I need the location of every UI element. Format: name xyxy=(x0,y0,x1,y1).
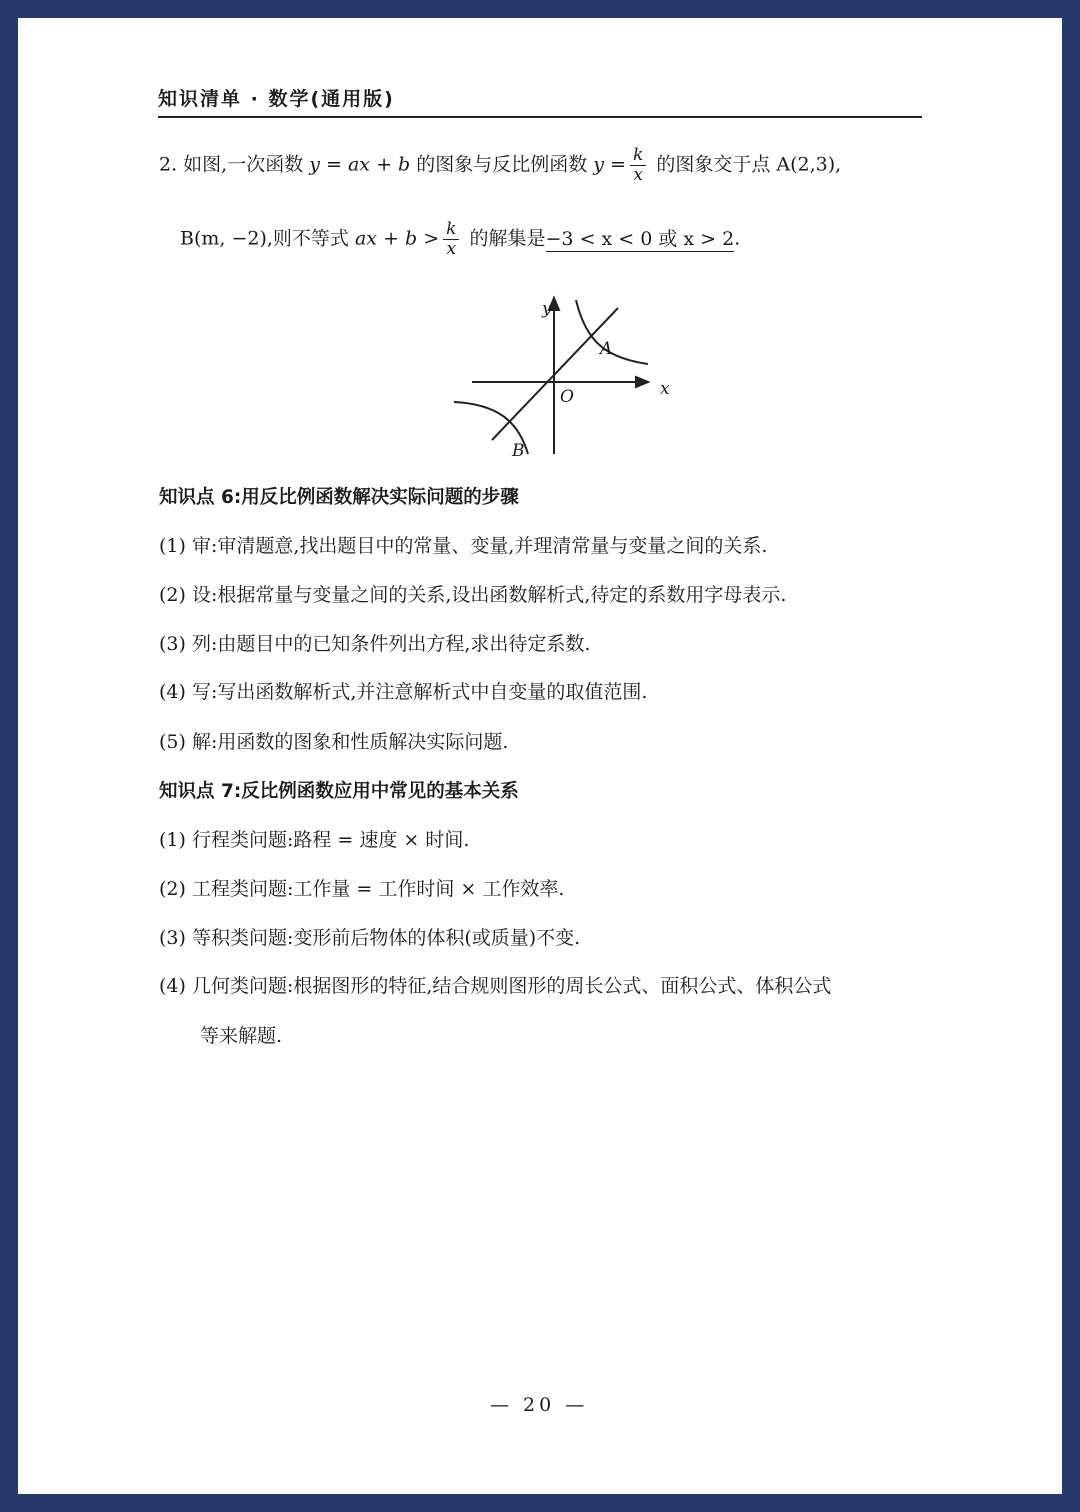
inverse-equation-lhs: y = xyxy=(593,153,626,176)
section-7-title: 知识点 7:反比例函数应用中常见的基本关系 xyxy=(159,781,519,802)
function-graph xyxy=(448,290,668,460)
problem-text: 的图象与反比例函数 xyxy=(410,153,594,176)
section-7-item-continuation: 等来解题. xyxy=(200,1025,283,1047)
fraction-denominator: x xyxy=(633,165,643,185)
y-axis-label: y xyxy=(542,299,552,319)
section-7-item: (2) 工程类问题:工作量 = 工作时间 × 工作效率. xyxy=(159,878,565,900)
problem-text: B(m, −2),则不等式 xyxy=(180,227,355,250)
section-7-item: (3) 等积类问题:变形前后物体的体积(或质量)不变. xyxy=(159,927,581,949)
section-6-item: (1) 审:审清题意,找出题目中的常量、变量,并理清常量与变量之间的关系. xyxy=(159,535,768,557)
page-header: 知识清单 · 数学(通用版) xyxy=(158,88,395,110)
point-b-label: B xyxy=(512,441,525,461)
answer-blank: −3 < x < 0 或 x > 2 xyxy=(545,227,735,250)
linear-equation: y = ax + b xyxy=(309,153,411,176)
problem-text: 的解集是 xyxy=(463,227,546,250)
section-6-title: 知识点 6:用反比例函数解决实际问题的步骤 xyxy=(159,487,519,508)
section-6-item: (5) 解:用函数的图象和性质解决实际问题. xyxy=(159,731,509,753)
problem-text: 2. 如图,一次函数 xyxy=(159,153,310,176)
section-6-item: (2) 设:根据常量与变量之间的关系,设出函数解析式,待定的系数用字母表示. xyxy=(159,584,787,606)
problem-line-2 xyxy=(180,220,740,259)
problem-line-1 xyxy=(159,146,841,185)
document-page xyxy=(18,18,1062,1494)
fraction-denominator: x xyxy=(446,239,457,259)
section-7-item: (4) 几何类问题:根据图形的特征,结合规则图形的周长公式、面积公式、体积公式 xyxy=(159,975,832,997)
x-axis-arrow xyxy=(636,377,648,387)
page-number: — 20 — xyxy=(490,1394,589,1416)
fraction-numerator: k xyxy=(630,146,646,166)
section-7-item: (1) 行程类问题:路程 = 速度 × 时间. xyxy=(159,829,470,851)
fraction-k-over-x xyxy=(443,220,459,259)
origin-label: O xyxy=(560,387,574,407)
inequality-lhs: ax + b > xyxy=(354,227,440,250)
fraction-numerator: k xyxy=(443,220,459,240)
x-axis-label: x xyxy=(660,379,670,399)
section-6-item: (4) 写:写出函数解析式,并注意解析式中自变量的取值范围. xyxy=(159,681,648,703)
header-rule xyxy=(158,116,922,118)
period: . xyxy=(734,227,741,250)
fraction-k-over-x xyxy=(630,146,646,185)
point-a-label: A xyxy=(600,339,613,359)
problem-text: 的图象交于点 A(2,3), xyxy=(650,153,842,176)
section-6-item: (3) 列:由题目中的已知条件列出方程,求出待定系数. xyxy=(159,633,591,655)
